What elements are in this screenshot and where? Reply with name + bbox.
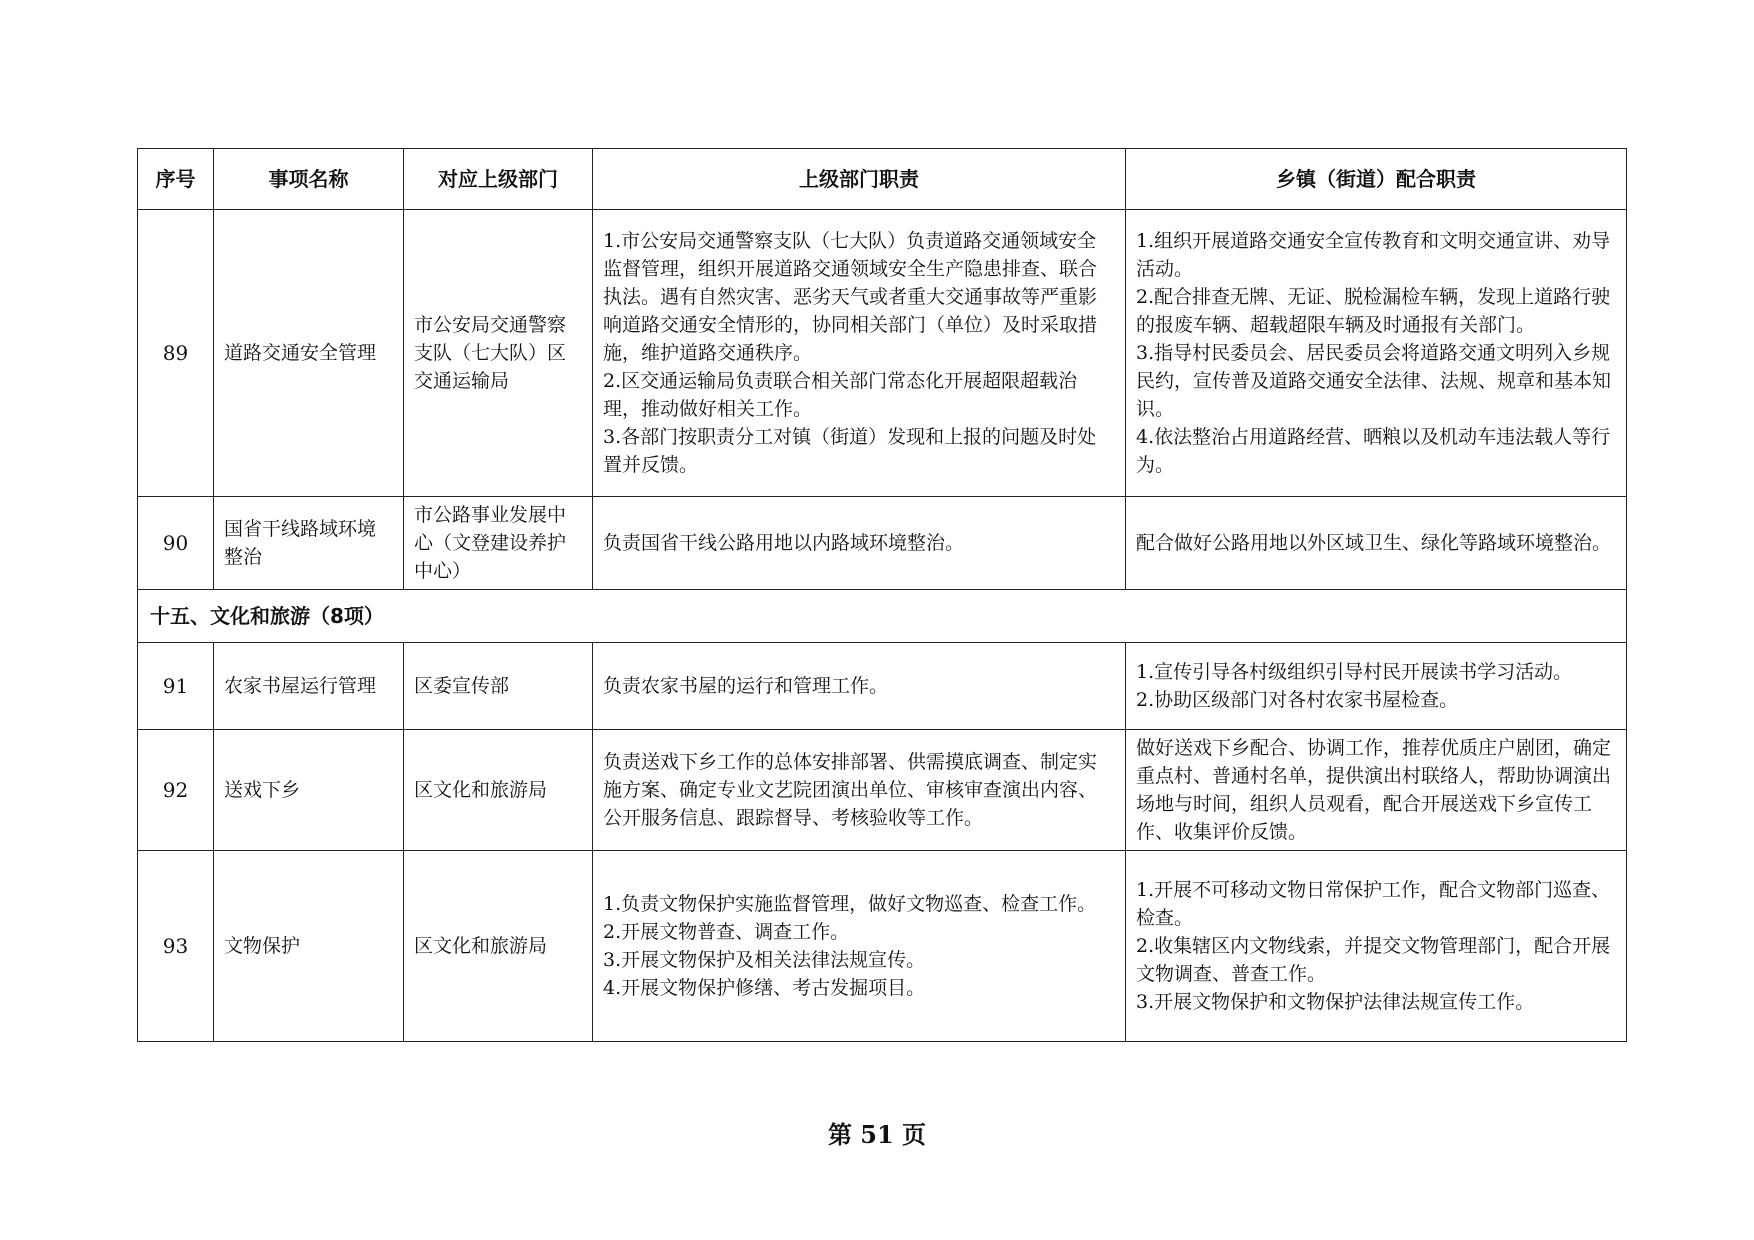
row-upper-duty — [593, 643, 1126, 730]
upper-duty-item: 2.区交通运输局负责联合相关部门常态化开展超限超载治理，推动做好相关工作。 — [603, 370, 1078, 420]
upper-duty-item: 1.市公安局交通警察支队（七大队）负责道路交通领域安全监督管理，组织开展道路交通领域安全生产隐患排查、联合执法。遇有自然灾害、恶劣天气或者重大交通事故等严重影响道路交通安全情形的，协同相关部门（单位）及时采取措施，维护道路交通秩序。 — [603, 230, 1098, 364]
row-name: 送戏下乡 — [214, 730, 404, 851]
row-upper-duty — [593, 851, 1126, 1042]
upper-duty-item: 3.各部门按职责分工对镇（街道）发现和上报的问题及时处置并反馈。 — [603, 426, 1097, 476]
upper-duty-item: 1.负责文物保护实施监督管理，做好文物巡查、检查工作。 — [603, 893, 1097, 915]
town-duty-item: 2.配合排查无牌、无证、脱检漏检车辆，发现上道路行驶的报废车辆、超载超限车辆及时通报有关部门。 — [1136, 286, 1611, 336]
town-duty-item: 1.开展不可移动文物日常保护工作，配合文物部门巡查、检查。 — [1136, 879, 1611, 929]
row-num: 89 — [138, 210, 214, 497]
upper-duty-item: 负责农家书屋的运行和管理工作。 — [603, 675, 889, 697]
town-duty-item: 2.收集辖区内文物线索，并提交文物管理部门，配合开展文物调查、普查工作。 — [1136, 935, 1611, 985]
row-upper-duty — [593, 210, 1126, 497]
table-header-row — [138, 149, 1627, 210]
row-num: 90 — [138, 497, 214, 590]
town-duty-item: 做好送戏下乡配合、协调工作，推荐优质庄户剧团，确定重点村、普通村名单，提供演出村联络人，帮助协调演出场地与时间，组织人员观看，配合开展送戏下乡宣传工作、收集评价反馈。 — [1136, 737, 1612, 843]
upper-duty-item: 负责国省干线公路用地以内路域环境整治。 — [603, 532, 965, 554]
row-num: 91 — [138, 643, 214, 730]
row-name: 国省干线路域环境整治 — [214, 497, 404, 590]
row-upper-duty — [593, 730, 1126, 851]
header-name: 事项名称 — [214, 149, 404, 210]
town-duty-item: 1.组织开展道路交通安全宣传教育和文明交通宣讲、劝导活动。 — [1136, 230, 1611, 280]
header-dept: 对应上级部门 — [404, 149, 593, 210]
row-name: 文物保护 — [214, 851, 404, 1042]
table-row — [138, 730, 1627, 851]
row-town-duty — [1126, 210, 1627, 497]
row-town-duty — [1126, 643, 1627, 730]
town-duty-item: 1.宣传引导各村级组织引导村民开展读书学习活动。 — [1136, 661, 1573, 683]
row-town-duty — [1126, 851, 1627, 1042]
header-town-duty: 乡镇（街道）配合职责 — [1126, 149, 1627, 210]
town-duty-item: 2.协助区级部门对各村农家书屋检查。 — [1136, 689, 1459, 711]
row-name: 道路交通安全管理 — [214, 210, 404, 497]
duty-table — [137, 148, 1627, 1042]
header-num: 序号 — [138, 149, 214, 210]
town-duty-item: 配合做好公路用地以外区域卫生、绿化等路域环境整治。 — [1136, 532, 1612, 554]
row-dept: 市公安局交通警察支队（七大队）区交通运输局 — [404, 210, 593, 497]
header-upper-duty: 上级部门职责 — [593, 149, 1126, 210]
table-row — [138, 497, 1627, 590]
row-name: 农家书屋运行管理 — [214, 643, 404, 730]
row-dept: 区委宣传部 — [404, 643, 593, 730]
row-town-duty — [1126, 730, 1627, 851]
table-row — [138, 851, 1627, 1042]
upper-duty-item: 2.开展文物普查、调查工作。 — [603, 921, 850, 943]
row-dept: 市公路事业发展中心（文登建设养护中心） — [404, 497, 593, 590]
page-number: 第 51 页 — [827, 1120, 927, 1149]
row-num: 92 — [138, 730, 214, 851]
town-duty-item: 4.依法整治占用道路经营、晒粮以及机动车违法载人等行为。 — [1136, 426, 1611, 476]
row-num: 93 — [138, 851, 214, 1042]
section-title: 十五、文化和旅游（8项） — [138, 590, 1627, 643]
row-dept: 区文化和旅游局 — [404, 851, 593, 1042]
row-upper-duty — [593, 497, 1126, 590]
upper-duty-item: 4.开展文物保护修缮、考古发掘项目。 — [603, 977, 926, 999]
section-row — [138, 590, 1627, 643]
table-row — [138, 643, 1627, 730]
row-dept: 区文化和旅游局 — [404, 730, 593, 851]
upper-duty-item: 3.开展文物保护及相关法律法规宣传。 — [603, 949, 926, 971]
upper-duty-item: 负责送戏下乡工作的总体安排部署、供需摸底调查、制定实施方案、确定专业文艺院团演出单位、审核审查演出内容、公开服务信息、跟踪督导、考核验收等工作。 — [603, 751, 1098, 829]
table-row — [138, 210, 1627, 497]
row-town-duty — [1126, 497, 1627, 590]
town-duty-item: 3.指导村民委员会、居民委员会将道路交通文明列入乡规民约，宣传普及道路交通安全法律、法规、规章和基本知识。 — [1136, 342, 1612, 420]
town-duty-item: 3.开展文物保护和文物保护法律法规宣传工作。 — [1136, 991, 1535, 1013]
